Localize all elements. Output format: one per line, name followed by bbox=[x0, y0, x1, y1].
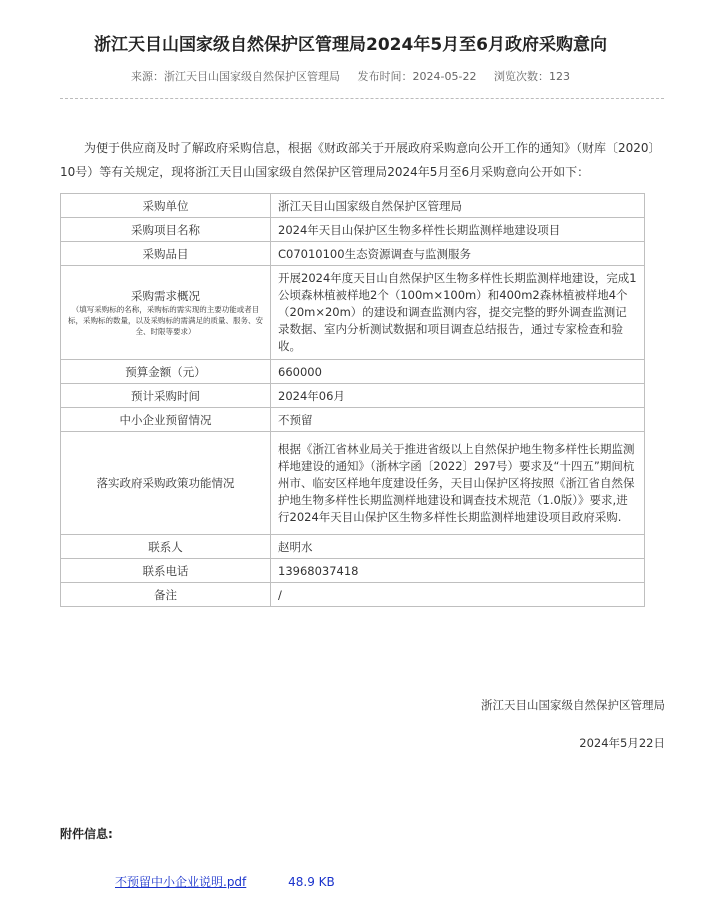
view-count-text: 浏览次数：123 bbox=[493, 70, 570, 83]
row-value: / bbox=[271, 583, 645, 607]
table-row bbox=[61, 360, 645, 384]
sign-date-text: 2024年5月22日 bbox=[579, 736, 665, 750]
article-meta bbox=[0, 68, 701, 84]
row-label-note: （填写采购标的名称，采购标的需实现的主要功能或者目标，采购标的数量，以及采购标的需满足的质量、服务、安全、时限等要求） bbox=[68, 305, 263, 336]
signer-text: 浙江天目山国家级自然保护区管理局 bbox=[481, 698, 665, 712]
row-label: 联系人 bbox=[61, 535, 271, 559]
attachments-title: 附件信息: bbox=[60, 827, 113, 841]
row-label: 预算金额（元） bbox=[61, 360, 271, 384]
row-value: 不预留 bbox=[271, 408, 645, 432]
row-value: 开展2024年度天目山自然保护区生物多样性长期监测样地建设，完成1公顷森林植被样地2个（100m×100m）和400m2森林植被样地4个（20m×20m）的建设和调查监测内容，提交完整的野外调查监测记录数据、室内分析测试数据和项目调查总结报告，通过专家检查和验收。 bbox=[271, 266, 645, 360]
row-label: 中小企业预留情况 bbox=[61, 408, 271, 432]
attachment-size: 48.9 KB bbox=[288, 875, 335, 889]
row-label: 预计采购时间 bbox=[61, 384, 271, 408]
publish-time-text: 发布时间：2024-05-22 bbox=[357, 70, 477, 83]
row-label: 采购单位 bbox=[61, 194, 271, 218]
table-row bbox=[61, 583, 645, 607]
demand-label-cell bbox=[61, 266, 271, 360]
row-value: 浙江天目山国家级自然保护区管理局 bbox=[271, 194, 645, 218]
row-label: 采购需求概况 bbox=[131, 289, 200, 303]
row-label: 联系电话 bbox=[61, 559, 271, 583]
table-row bbox=[61, 408, 645, 432]
row-label: 备注 bbox=[61, 583, 271, 607]
intro-paragraph: 为便于供应商及时了解政府采购信息，根据《财政部关于开展政府采购意向公开工作的通知》（财库〔2020〕10号）等有关规定，现将浙江天目山国家级自然保护区管理局2024年5月至6月采购意向公开如下： bbox=[60, 141, 661, 179]
row-value: 根据《浙江省林业局关于推进省级以上自然保护地生物多样性长期监测样地建设的通知》（浙林字函〔2022〕297号）要求及“十四五”期间杭州市、临安区样地年度建设任务，天目山保护区将按照《浙江省自然保护地生物多样性长期监测样地建设和调查技术规范（1.0版）》要求,进行2024年天目山保护区生物多样性长期监测样地建设项目政府采购. bbox=[271, 432, 645, 535]
attachment-item bbox=[115, 873, 335, 890]
row-label: 落实政府采购政策功能情况 bbox=[61, 432, 271, 535]
source-text: 来源：浙江天目山国家级自然保护区管理局 bbox=[131, 70, 341, 83]
attachment-link[interactable]: 不预留中小企业说明.pdf bbox=[115, 875, 247, 889]
table-row bbox=[61, 535, 645, 559]
row-value: C07010100生态资源调查与监测服务 bbox=[271, 242, 645, 266]
row-label: 采购项目名称 bbox=[61, 218, 271, 242]
table-row bbox=[61, 559, 645, 583]
row-value: 660000 bbox=[271, 360, 645, 384]
procurement-table bbox=[60, 193, 645, 607]
table-row bbox=[61, 432, 645, 535]
row-value: 2024年天目山保护区生物多样性长期监测样地建设项目 bbox=[271, 218, 645, 242]
header-divider bbox=[60, 98, 664, 99]
table-row bbox=[61, 242, 645, 266]
row-value: 赵明水 bbox=[271, 535, 645, 559]
table-row bbox=[61, 194, 645, 218]
table-row bbox=[61, 218, 645, 242]
row-value: 2024年06月 bbox=[271, 384, 645, 408]
table-row bbox=[61, 266, 645, 360]
page-title: 浙江天目山国家级自然保护区管理局2024年5月至6月政府采购意向 bbox=[94, 35, 607, 55]
table-row bbox=[61, 384, 645, 408]
row-label: 采购品目 bbox=[61, 242, 271, 266]
row-value: 13968037418 bbox=[271, 559, 645, 583]
